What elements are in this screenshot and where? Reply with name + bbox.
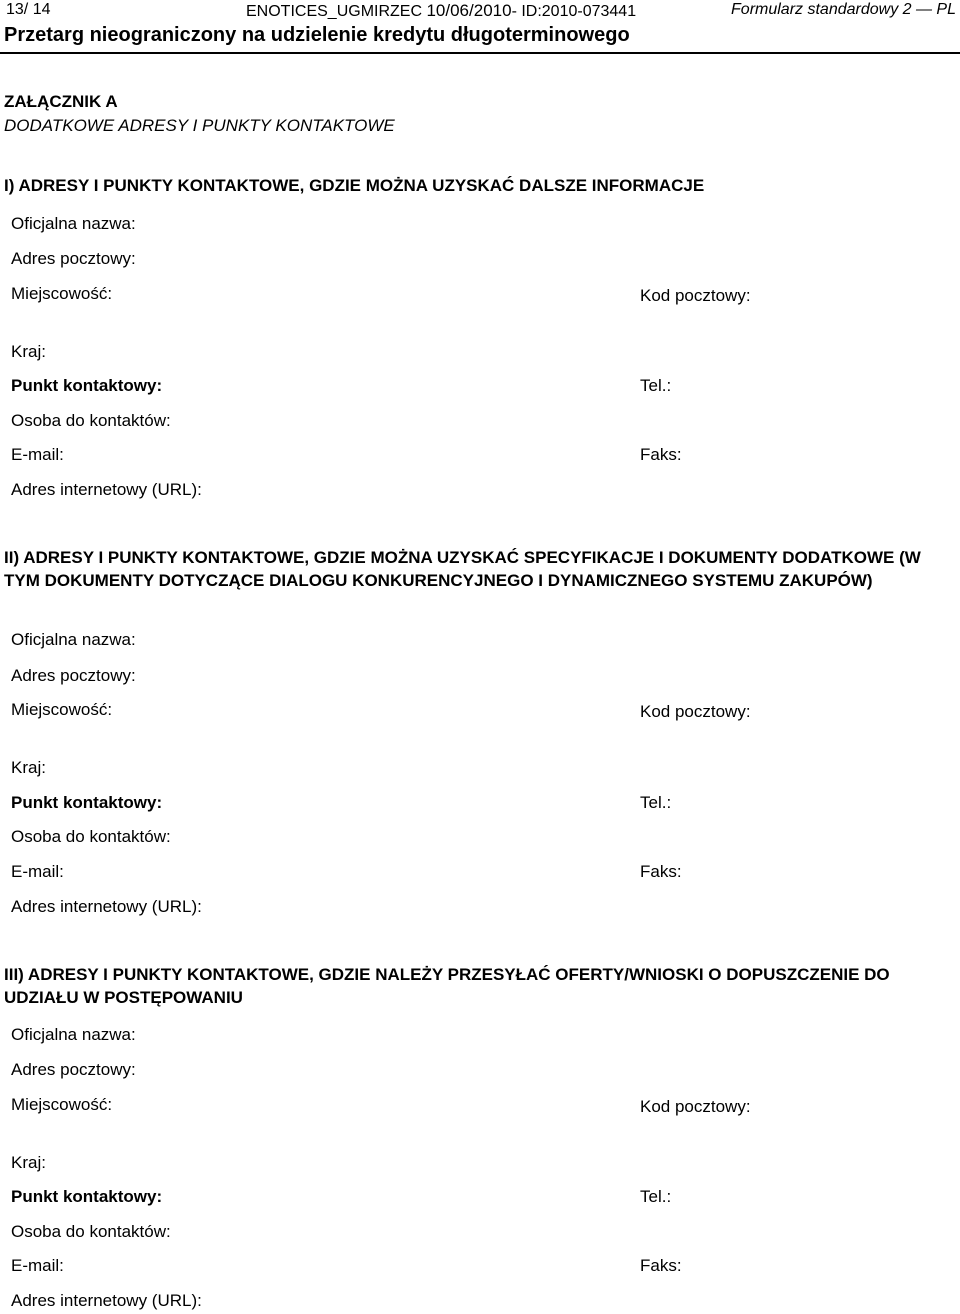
- internet-address-label: Adres internetowy (URL):: [11, 480, 202, 499]
- section-heading: III) ADRESY I PUNKTY KONTAKTOWE, GDZIE NALEŻY PRZESYŁAĆ OFERTY/WNIOSKI O DOPUSZCZENIE DO UDZIAŁU W POSTĘPOWANIU: [4, 965, 890, 1007]
- phone-label: Tel.:: [640, 376, 672, 395]
- official-name-label: Oficjalna nazwa:: [11, 214, 136, 233]
- document-title: Przetarg nieograniczony na udzielenie kredytu długoterminowego: [4, 24, 630, 46]
- section-heading: I) ADRESY I PUNKTY KONTAKTOWE, GDZIE MOŻNA UZYSKAĆ DALSZE INFORMACJE: [4, 176, 705, 195]
- phone-label: Tel.:: [640, 1187, 672, 1206]
- postal-code-label: Kod pocztowy:: [640, 1097, 751, 1116]
- phone-label: Tel.:: [640, 793, 672, 812]
- town-label: Miejscowość:: [11, 700, 113, 719]
- page-number: 13/ 14: [6, 1, 51, 18]
- contact-person-label: Osoba do kontaktów:: [11, 1222, 171, 1241]
- country-label: Kraj:: [11, 1153, 46, 1172]
- annex-title: ZAŁĄCZNIK A: [4, 92, 118, 111]
- country-label: Kraj:: [11, 758, 46, 777]
- town-label: Miejscowość:: [11, 1095, 113, 1114]
- fax-label: Faks:: [640, 1256, 682, 1275]
- document-reference-id: - ID:2010-073441: [511, 3, 637, 20]
- document-reference-prefix: ENOTICES_UGMIRZEC: [246, 3, 427, 20]
- email-label: E-mail:: [11, 862, 64, 881]
- form-type: Formularz standardowy 2 — PL: [731, 1, 956, 18]
- email-label: E-mail:: [11, 445, 64, 464]
- contact-person-label: Osoba do kontaktów:: [11, 827, 171, 846]
- contact-point-label: Punkt kontaktowy:: [11, 376, 163, 395]
- official-name-label: Oficjalna nazwa:: [11, 1025, 136, 1044]
- fax-label: Faks:: [640, 862, 682, 881]
- official-name-label: Oficjalna nazwa:: [11, 630, 136, 649]
- town-label: Miejscowość:: [11, 284, 113, 303]
- contact-point-label: Punkt kontaktowy:: [11, 1187, 163, 1206]
- contact-person-label: Osoba do kontaktów:: [11, 411, 171, 430]
- email-label: E-mail:: [11, 1256, 64, 1275]
- section-heading: II) ADRESY I PUNKTY KONTAKTOWE, GDZIE MOŻNA UZYSKAĆ SPECYFIKACJE I DOKUMENTY DODATKOWE (W TYM DOKUMENTY DOTYCZĄCE DIALOGU KONKURENCYJNEGO I DYNAMICZNEGO SYSTEMU ZAKUPÓW): [4, 548, 921, 590]
- internet-address-label: Adres internetowy (URL):: [11, 1291, 202, 1310]
- document-reference: [246, 1, 636, 21]
- postal-address-label: Adres pocztowy:: [11, 249, 136, 268]
- contact-point-label: Punkt kontaktowy:: [11, 793, 163, 812]
- annex-subtitle: DODATKOWE ADRESY I PUNKTY KONTAKTOWE: [4, 116, 395, 135]
- header-divider: [0, 52, 960, 54]
- postal-code-label: Kod pocztowy:: [640, 286, 751, 305]
- internet-address-label: Adres internetowy (URL):: [11, 897, 202, 916]
- page-header: [0, 0, 960, 22]
- country-label: Kraj:: [11, 342, 46, 361]
- document-reference-date: 10/06/2010: [426, 1, 512, 20]
- fax-label: Faks:: [640, 445, 682, 464]
- postal-address-label: Adres pocztowy:: [11, 666, 136, 685]
- postal-code-label: Kod pocztowy:: [640, 702, 751, 721]
- postal-address-label: Adres pocztowy:: [11, 1060, 136, 1079]
